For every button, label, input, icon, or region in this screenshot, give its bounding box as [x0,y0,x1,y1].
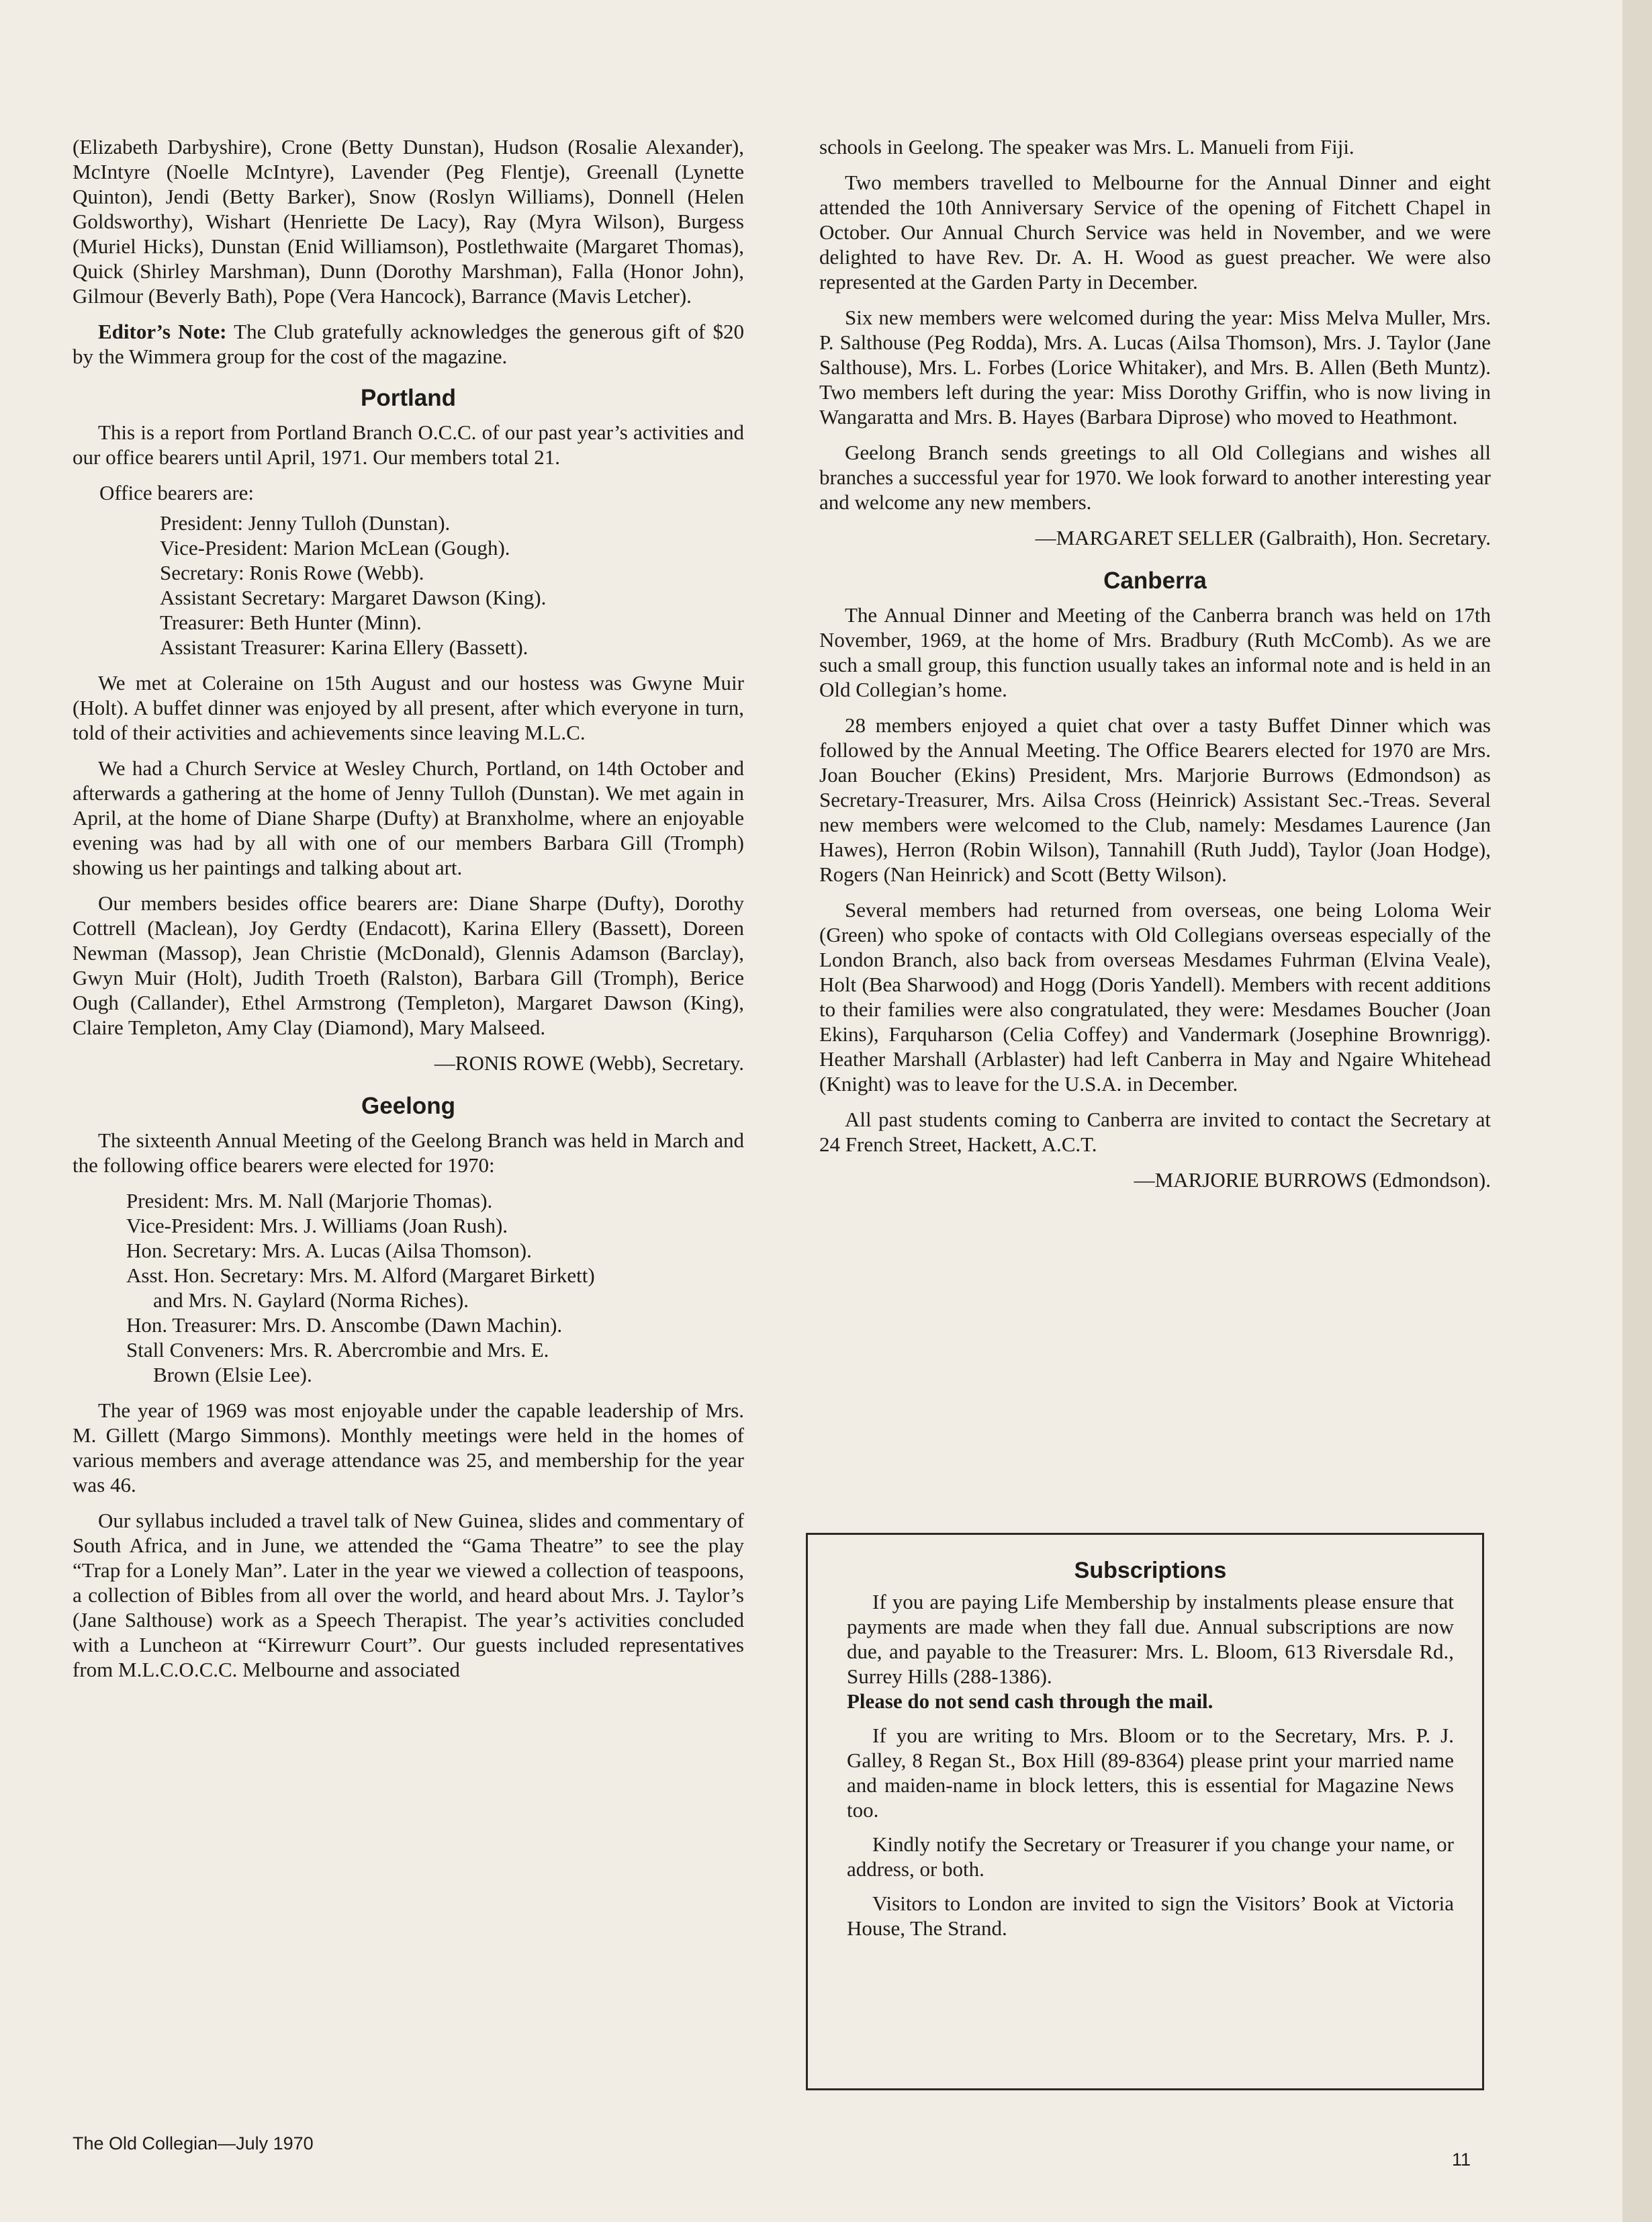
portland-intro: This is a report from Portland Branch O.C.C. of our past year’s activities and our office bearers until April, 1971. Our members total 21. [73,420,744,469]
editors-note-label: Editor’s Note: [98,320,227,343]
geelong-paragraph-2-continued: schools in Geelong. The speaker was Mrs. L. Manueli from Fiji. [819,135,1355,159]
page-number: 11 [1452,2149,1471,2170]
portland-paragraph-1: We met at Coleraine on 15th August and our hostess was Gwyne Muir (Holt). A buffet dinner was enjoyed by all present, after which everyone in turn, told of their activities and achievements since leaving M.L.C. [73,671,744,744]
page-edge [1622,0,1652,2222]
editors-note [73,319,744,369]
portland-office-line: Assistant Treasurer: Karina Ellery (Bassett). [160,635,529,659]
portland-office-bearers [73,480,744,660]
portland-office-line: Secretary: Ronis Rowe (Webb). [160,561,424,584]
subscriptions-cash-warning: Please do not send cash through the mail. [847,1689,1213,1713]
subscriptions-paragraph-1-text: If you are paying Life Membership by instalments please ensure that payments are made when they fall due. Annual subscriptions are now due, and payable to the Treasurer: Mrs. L. Bloom, 613 Riversdale Rd., Surrey Hills (288-1386). [847,1590,1454,1688]
portland-office-line: Treasurer: Beth Hunter (Minn). [160,611,422,634]
footer-publication: The Old Collegian—July 1970 [73,2133,314,2153]
portland-office-line: Assistant Secretary: Margaret Dawson (King). [160,586,547,609]
portland-office-intro: Office bearers are: [99,481,255,504]
canberra-paragraph-3: Several members had returned from overseas, one being Loloma Weir (Green) who spoke of contacts with Old Collegians overseas especially of the London Branch, also back from overseas Mesdames Fuhrman (Elvina Veale), Holt (Bea Sharwood) and Hogg (Doris Yandell). Members with recent additions to their families were also congratulated, they were: Mesdames Boucher (Joan Ekins), Farquharson (Celia Coffey) and Vandermark (Josephine Brownrigg). Heather Marshall (Arblaster) had left Canberra in May and Ngaire Whitehead (Knight) was to leave for the U.S.A. in December. [819,898,1491,1096]
canberra-signature: —MARJORIE BURROWS (Edmondson). [1134,1168,1491,1192]
geelong-office-line: Vice-President: Mrs. J. Williams (Joan Rush). [126,1214,508,1237]
geelong-signature: —MARGARET SELLER (Galbraith), Hon. Secretary. [1035,526,1491,549]
geelong-office-line: President: Mrs. M. Nall (Marjorie Thomas). [126,1189,493,1212]
subscriptions-paragraph-1 [847,1589,1454,1714]
geelong-intro: The sixteenth Annual Meeting of the Geelong Branch was held in March and the following office bearers were elected for 1970: [73,1128,744,1177]
geelong-office-bearers [73,1188,744,1387]
left-column [73,134,744,1693]
geelong-heading: Geelong [361,1093,456,1119]
portland-office-line: Vice-President: Marion McLean (Gough). [160,536,510,560]
wimmera-members-continuation: (Elizabeth Darbyshire), Crone (Betty Dunstan), Hudson (Rosalie Alexander), McIntyre (Noelle McIntyre), Lavender (Peg Flentje), Greenall (Lynette Quinton), Jendi (Betty Barker), Snow (Roslyn Williams), Donnell (Helen Goldsworthy), Wishart (Henriette De Lacy), Ray (Myra Wilson), Burgess (Muriel Hicks), Dunstan (Enid Williamson), Postlethwaite (Margaret Thomas), Quick (Shirley Marshman), Dunn (Dorothy Marshman), Falla (Honor John), Gilmour (Beverly Bath), Pope (Vera Hancock), Barrance (Mavis Letcher). [73,135,744,308]
geelong-paragraph-2: Our syllabus included a travel talk of New Guinea, slides and commentary of South Africa, and in June, we attended the “Gama Theatre” to see the play “Trap for a Lonely Man”. Later in the year we viewed a collection of teaspoons, a collection of Bibles from all over the world, and heard about Mrs. J. Taylor’s (Jane Salthouse) work as a Speech Therapist. The year’s activities concluded with a Luncheon at “Kirrewurr Court”. Our guests included representatives from M.L.C.O.C.C. Melbourne and associated [73,1509,744,1681]
canberra-paragraph-1: The Annual Dinner and Meeting of the Canberra branch was held on 17th November, 1969, at the home of Mrs. Bradbury (Ruth McComb). As we are such a small group, this function usually takes an informal note and is held in an Old Collegian’s home. [819,603,1491,701]
portland-paragraph-3: Our members besides office bearers are: Diane Sharpe (Dufty), Dorothy Cottrell (Maclean), Joy Gerdty (Endacott), Karina Ellery (Bassett), Doreen Newman (Massop), Jean Christie (McDonald), Glennis Adamson (Barclay), Gwyn Muir (Holt), Judith Troeth (Ralston), Barbara Gill (Tromph), Berice Ough (Callander), Ethel Armstrong (Templeton), Margaret Dawson (King), Claire Templeton, Amy Clay (Diamond), Mary Malseed. [73,891,744,1039]
geelong-office-line: Stall Conveners: Mrs. R. Abercrombie and Mrs. E. [126,1338,549,1362]
canberra-paragraph-4: All past students coming to Canberra are invited to contact the Secretary at 24 French Street, Hackett, A.C.T. [819,1108,1491,1156]
geelong-paragraph-1: The year of 1969 was most enjoyable under the capable leadership of Mrs. M. Gillett (Margo Simmons). Monthly meetings were held in the homes of various members and average attendance was 25, and membership for the year was 46. [73,1398,744,1497]
canberra-heading: Canberra [1103,568,1207,594]
right-column [819,134,1491,1210]
subscriptions-box [806,1533,1484,2090]
canberra-paragraph-2: 28 members enjoyed a quiet chat over a tasty Buffet Dinner which was followed by the Annual Meeting. The Office Bearers elected for 1970 are Mrs. Joan Boucher (Ekins) President, Mrs. Marjorie Burrows (Edmondson) as Secretary-Treasurer, Mrs. Ailsa Cross (Heinrick) Assistant Sec.-Treas. Several new members were welcomed to the Club, namely: Mesdames Laurence (Jan Hawes), Herron (Robin Wilson), Tannahill (Ruth Judd), Taylor (Joan Hodge), Rogers (Nan Heinrick) and Scott (Betty Wilson). [819,713,1491,886]
geelong-paragraph-3: Two members travelled to Melbourne for the Annual Dinner and eight attended the 10th Anniversary Service of the opening of Fitchett Chapel in October. Our Annual Church Service was held in November, and we were delighted to have Rev. Dr. A. H. Wood as guest preacher. We were also represented at the Garden Party in December. [819,171,1491,294]
geelong-office-line: and Mrs. N. Gaylard (Norma Riches). [153,1288,469,1312]
editors-note-text: The Club gratefully acknowledges the generous gift of $20 by the Wimmera group for the cost of the magazine. [73,320,744,368]
subscriptions-paragraph-3: Kindly notify the Secretary or Treasurer if you change your name, or address, or both. [847,1832,1454,1881]
geelong-paragraph-4: Six new members were welcomed during the year: Miss Melva Muller, Mrs. P. Salthouse (Peg Rodda), Mrs. A. Lucas (Ailsa Thomson), Mrs. J. Taylor (Jane Salthouse), Mrs. L. Forbes (Lorice Whitaker), and Mrs. B. Allen (Beth Muntz). Two members left during the year: Miss Dorothy Griffin, who is now living in Wangaratta and Mrs. B. Hayes (Barbara Diprose) who moved to Heathmont. [819,306,1491,429]
geelong-office-line: Hon. Treasurer: Mrs. D. Anscombe (Dawn Machin). [126,1313,563,1337]
portland-paragraph-2: We had a Church Service at Wesley Church, Portland, on 14th October and afterwards a gathering at the home of Jenny Tulloh (Dunstan). We met again in April, at the home of Diane Sharpe (Dufty) at Branxholme, where an enjoyable evening was had by all with one of our members Barbara Gill (Tromph) showing us her paintings and talking about art. [73,756,744,879]
subscriptions-paragraph-4: Visitors to London are invited to sign the Visitors’ Book at Victoria House, The Strand. [847,1892,1454,1940]
geelong-office-line: Brown (Elsie Lee). [153,1363,312,1386]
geelong-office-line: Asst. Hon. Secretary: Mrs. M. Alford (Margaret Birkett) [126,1263,595,1287]
portland-heading: Portland [361,385,456,411]
geelong-office-line: Hon. Secretary: Mrs. A. Lucas (Ailsa Thomson). [126,1239,532,1262]
subscriptions-heading: Subscriptions [1074,1558,1227,1583]
portland-signature: —RONIS ROWE (Webb), Secretary. [434,1051,744,1075]
geelong-paragraph-5: Geelong Branch sends greetings to all Old Collegians and wishes all branches a successful year for 1970. We look forward to another interesting year and welcome any new members. [819,441,1491,514]
subscriptions-paragraph-2: If you are writing to Mrs. Bloom or to the Secretary, Mrs. P. J. Galley, 8 Regan St., Box Hill (89-8364) please print your married name and maiden-name in block letters, this is essential for Magazine News too. [847,1724,1454,1822]
portland-office-line: President: Jenny Tulloh (Dunstan). [160,511,451,535]
